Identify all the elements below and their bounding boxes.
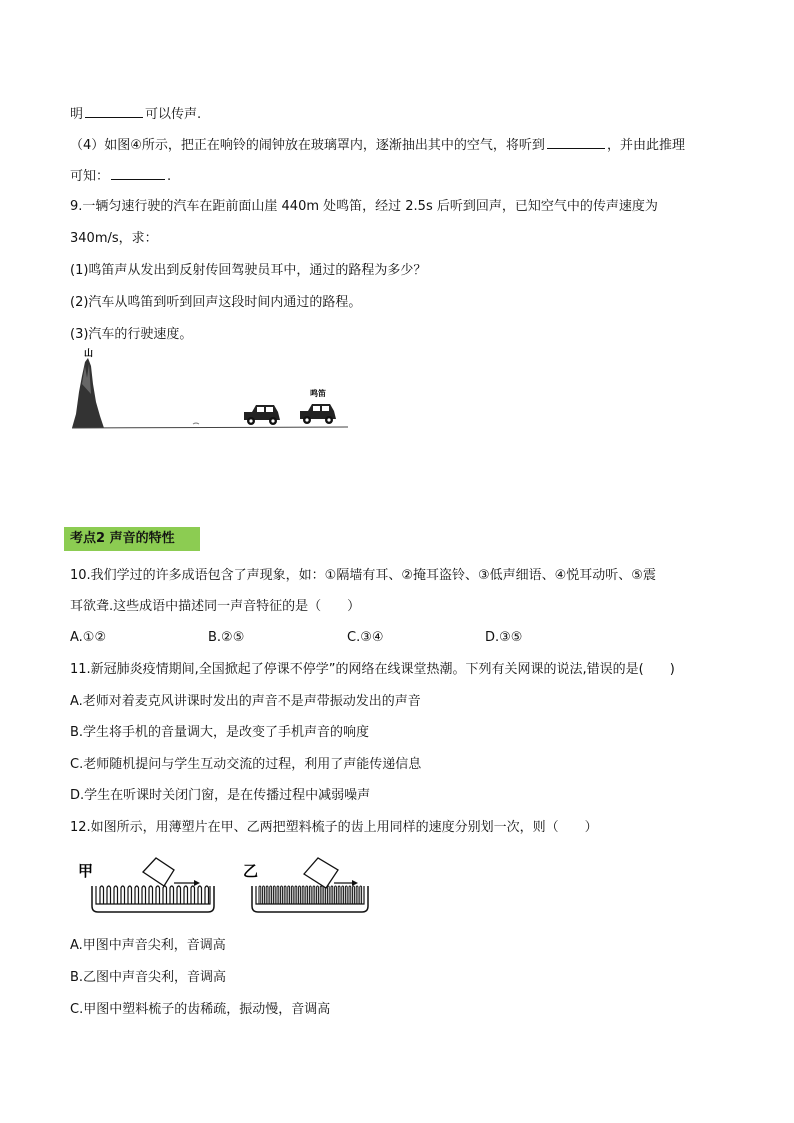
comb-tooth <box>263 886 265 904</box>
comb-tooth <box>270 886 272 904</box>
comb-tooth <box>313 886 315 904</box>
q10-option-c: C.③④ <box>347 630 384 645</box>
comb-tooth <box>205 886 209 904</box>
q11-option-b: B.学生将手机的音量调大，是改变了手机声音的响度 <box>70 725 370 740</box>
comb-tooth <box>191 886 195 904</box>
comb-tooth <box>128 886 132 904</box>
q10-option-d: D.③⑤ <box>485 630 523 645</box>
q8-part4-line <box>70 134 685 155</box>
q9-stem-1: 9.一辆匀速行驶的汽车在距前面山崖 440m 处鸣笛，经过 2.5s 后听到回声，已知空气中的传声速度为 <box>70 199 658 214</box>
q8-part4-end: . <box>167 169 172 184</box>
comb-tooth <box>309 886 311 904</box>
comb-tooth <box>266 886 268 904</box>
comb-tooth <box>114 886 118 904</box>
q8-part4-text-c: 可知： <box>70 169 110 184</box>
comb-tooth <box>295 886 297 904</box>
comb-tooth <box>324 886 326 904</box>
q11-option-c: C.老师随机提问与学生互动交流的过程，利用了声能传递信息 <box>70 757 422 772</box>
q11-stem: 11.新冠肺炎疫情期间,全国掀起了停课不停学”的网络在线课堂热潮。下列有关网课的说法,错误的是( ) <box>70 662 675 677</box>
q11-option-a: A.老师对着麦克风讲课时发出的声音不是声带振动发出的声音 <box>70 694 421 709</box>
q11-option-d: D.学生在听课时关闭门窗，是在传播过程中减弱噪声 <box>70 788 371 803</box>
comb-tooth <box>281 886 283 904</box>
comb-tooth <box>198 886 202 904</box>
q8-continuation-line <box>70 103 201 124</box>
q12-option-c: C.甲图中塑料梳子的齿稀疏，振动慢，音调高 <box>70 1002 331 1017</box>
q8-cont-pre: 明 <box>70 107 84 122</box>
honking-car-icon <box>300 404 336 424</box>
q9-stem-2: 340m/s，求： <box>70 231 158 246</box>
comb-tooth <box>345 886 347 904</box>
q8-part4-line2 <box>70 165 171 186</box>
plastic-sheet-b <box>304 858 358 888</box>
comb-tooth <box>100 886 104 904</box>
comb-tooth <box>177 886 181 904</box>
comb-b-label: 乙 <box>243 862 259 880</box>
q9-sub1: (1)鸣笛声从发出到反射传回驾驶员耳中，通过的路程为多少？ <box>70 263 427 278</box>
comb-tooth <box>184 886 188 904</box>
comb-tooth <box>135 886 139 904</box>
mountain-label: 山 <box>84 349 94 359</box>
q9-figure <box>68 344 358 436</box>
comb-a-label: 甲 <box>78 862 94 880</box>
ground-line <box>72 427 348 428</box>
q8-blank-3 <box>111 165 165 180</box>
comb-tooth <box>317 886 319 904</box>
comb-tooth <box>107 886 111 904</box>
car-icon <box>244 405 280 425</box>
q12-option-a: A.甲图中声音尖利，音调高 <box>70 938 226 953</box>
honk-label: 鸣笛 <box>310 389 326 398</box>
comb-tooth <box>163 886 167 904</box>
comb-tooth <box>288 886 290 904</box>
comb-tooth <box>273 886 275 904</box>
comb-tooth <box>327 886 329 904</box>
q9-sub3: (3)汽车的行驶速度。 <box>70 327 193 342</box>
comb-a-teeth <box>100 886 209 904</box>
comb-tooth <box>156 886 160 904</box>
q10-option-b: B.②⑤ <box>208 630 245 645</box>
comb-tooth <box>149 886 153 904</box>
comb-tooth <box>335 886 337 904</box>
comb-tooth <box>259 886 261 904</box>
comb-tooth <box>360 886 362 904</box>
q8-part4-text-b: ，并由此推理 <box>606 138 685 153</box>
comb-tooth <box>121 886 125 904</box>
comb-tooth <box>342 886 344 904</box>
q8-blank-2 <box>547 134 605 149</box>
q10-option-a: A.①② <box>70 630 107 645</box>
comb-tooth <box>356 886 358 904</box>
comb-tooth <box>302 886 304 904</box>
section-heading-2: 考点2 声音的特性 <box>64 527 200 551</box>
comb-tooth <box>349 886 351 904</box>
q9-sub2: (2)汽车从鸣笛到听到回声这段时间内通过的路程。 <box>70 295 362 310</box>
q8-blank-1 <box>85 103 143 118</box>
comb-tooth <box>306 886 308 904</box>
comb-b-teeth <box>259 886 362 904</box>
q10-stem-2: 耳欲聋.这些成语中描述同一声音特征的是（ ） <box>70 599 361 614</box>
comb-tooth <box>353 886 355 904</box>
q12-figure <box>76 850 376 918</box>
comb-tooth <box>277 886 279 904</box>
comb-tooth <box>284 886 286 904</box>
comb-tooth <box>170 886 174 904</box>
comb-tooth <box>338 886 340 904</box>
comb-tooth <box>320 886 322 904</box>
q12-option-b: B.乙图中声音尖利，音调高 <box>70 970 227 985</box>
comb-tooth <box>142 886 146 904</box>
comb-tooth <box>291 886 293 904</box>
q12-stem: 12.如图所示，用薄塑片在甲、乙两把塑料梳子的齿上用同样的速度分别划一次，则（ ） <box>70 820 598 835</box>
q8-cont-post: 可以传声. <box>145 107 202 122</box>
q8-part4-text-a: （4）如图④所示，把正在响铃的闹钟放在玻璃罩内，逐渐抽出其中的空气，将听到 <box>70 138 545 153</box>
comb-tooth <box>299 886 301 904</box>
comb-tooth <box>331 886 333 904</box>
mountain-shape <box>72 358 104 428</box>
q10-stem-1: 10.我们学过的许多成语包含了声现象，如：①隔墙有耳、②掩耳盗铃、③低声细语、④悦耳动听、⑤震 <box>70 568 656 583</box>
plastic-sheet-a <box>143 858 200 886</box>
